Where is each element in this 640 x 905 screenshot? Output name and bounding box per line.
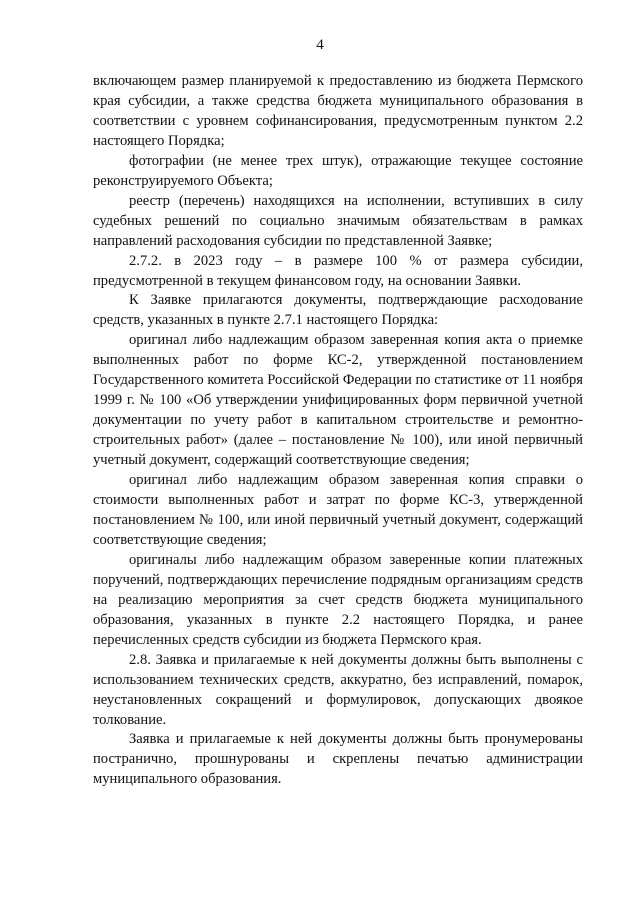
paragraph-numbering: Заявка и прилагаемые к ней документы должны быть пронумерованы постранично, прошнурованы и скреплены печатью администрации муниципального образования. [93, 731, 583, 788]
paragraph-2-7-2: 2.7.2. в 2023 году – в размере 100 % от размера субсидии, предусмотренной в текущем финансовом году, на основании Заявки. [93, 252, 583, 289]
paragraph-photos: фотографии (не менее трех штук), отражающие текущее состояние реконструируемого Объекта; [93, 152, 583, 189]
paragraph-2-8: 2.8. Заявка и прилагаемые к ней документы должны быть выполнены с использованием технических средств, аккуратно, без исправлений, помарок, неустановленных сокращений и формулировок, допускающих двоякое толкование. [93, 651, 583, 728]
paragraph-payment-orders: оригиналы либо надлежащим образом заверенные копии платежных поручений, подтверждающих перечисление подрядным организациям средств на реализацию мероприятия за счет средств бюджета муниципального образования, указанных в пункте 2.2 настоящего Порядка, и ранее перечисленных средств субсидии из бюджета Пермского края. [93, 551, 583, 648]
paragraph-ks3: оригинал либо надлежащим образом заверенная копия справки о стоимости выполненных работ и затрат по форме КС-3, утвержденной постановлением № 100, или иной первичный учетный документ, содержащий соответствующие сведения; [93, 472, 583, 548]
document-body [93, 72, 583, 790]
page-number: 4 [316, 37, 324, 53]
paragraph-registry: реестр (перечень) находящихся на исполнении, вступивших в силу судебных решений по социально значимым обязательствам в рамках направлений расходования субсидии по представленной Заявке; [93, 192, 583, 249]
paragraph-ks2: оригинал либо надлежащим образом заверенная копия акта о приемке выполненных работ по форме КС-2, утвержденной постановлением Государственного комитета Российской Федерации по статистике от 11 ноября 1999 г. № 100 «Об утверждении унифицированных форм первичной учетной документации по учету работ в капитальном строительстве и ремонтно-строительных работ» (далее – постановление № 100), или иной первичный учетный документ, содержащий соответствующие сведения; [93, 332, 583, 469]
paragraph-attachments-intro: К Заявке прилагаются документы, подтверждающие расходование средств, указанных в пункте 2.7.1 настоящего Порядка: [93, 292, 583, 329]
paragraph-continuation: включающем размер планируемой к предоставлению из бюджета Пермского края субсидии, а также средства бюджета муниципального образования в соответствии с уровнем софинансирования, предусмотренным пунктом 2.2 настоящего Порядка; [93, 73, 583, 149]
